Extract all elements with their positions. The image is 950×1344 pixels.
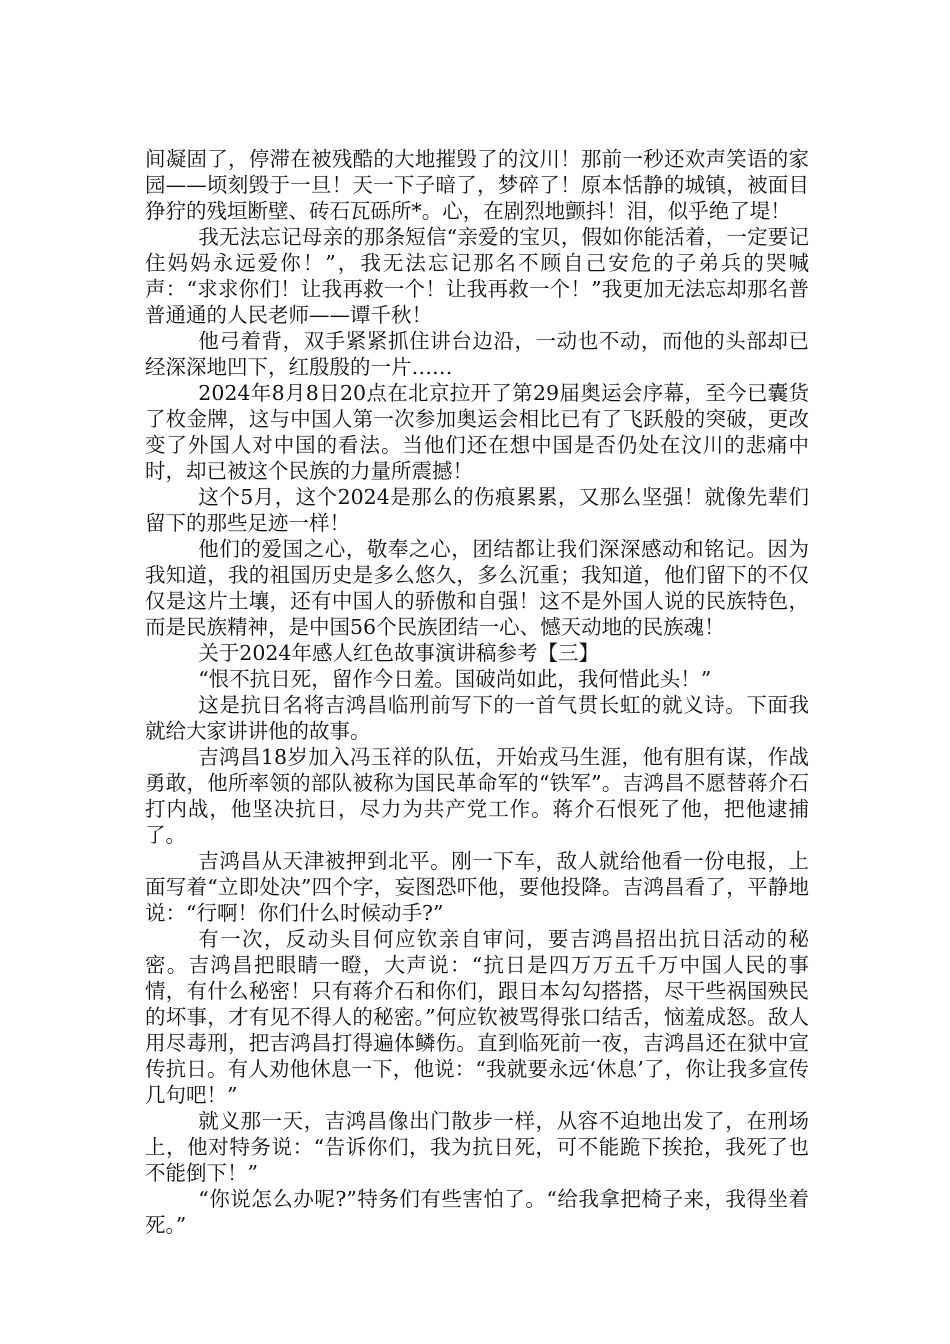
paragraph: 间凝固了，停滞在被残酷的大地摧毁了的汶川！那前一秒还欢声笑语的家园——顷刻毁于一旦！天一下子暗了，梦碎了！原本恬静的城镇，被面目狰狞的残垣断壁、砖石瓦砾所*。心，在剧烈地颤抖！泪，似乎绝了堤！ (145, 147, 809, 223)
paragraph: 我无法忘记母亲的那条短信“亲爱的宝贝，假如你能活着，一定要记住妈妈永远爱你！”，我无法忘记那名不顾自己安危的子弟兵的哭喊声：“求求你们！让我再救一个！让我再救一个！”我更加无法忘却那名普普通通的人民老师——谭千秋！ (145, 225, 809, 327)
paragraph: 2024年8月8日20点在北京拉开了第29届奥运会序幕，至今已囊货了枚金牌，这与中国人第一次参加奥运会相比已有了飞跃般的突破，更改变了外国人对中国的看法。当他们还在想中国是否仍处在汶川的悲痛中时，却已被这个民族的力量所震撼！ (145, 381, 809, 483)
poem-quote: “恨不抗日死，留作今日羞。国破尚如此，我何惜此头！” (198, 667, 712, 691)
paragraph: 这是抗日名将吉鸿昌临刑前写下的一首气贯长虹的就义诗。下面我就给大家讲讲他的故事。 (145, 693, 809, 743)
paragraph: “你说怎么办呢?”特务们有些害怕了。“给我拿把椅子来，我得坐着死。” (145, 1187, 809, 1237)
paragraph: 这个5月，这个2024是那么的伤痕累累，又那么坚强！就像先辈们留下的那些足迹一样！ (145, 485, 809, 535)
paragraph: 吉鸿昌从天津被押到北平。刚一下车，敌人就给他看一份电报，上面写着“立即处决”四个字，妄图恐吓他，要他投降。吉鸿昌看了，平静地说：“行啊！你们什么时候动手?” (145, 849, 809, 925)
document-page (145, 146, 809, 1238)
paragraph: 他们的爱国之心，敬奉之心，团结都让我们深深感动和铭记。因为我知道，我的祖国历史是多么悠久，多么沉重；我知道，他们留下的不仅仅是这片土壤，还有中国人的骄傲和自强！这不是外国人说的民族特色，而是民族精神，是中国56个民族团结一心、憾天动地的民族魂！ (145, 537, 809, 639)
paragraph: 吉鸿昌18岁加入冯玉祥的队伍，开始戎马生涯，他有胆有谋，作战勇敢，他所率领的部队被称为国民革命军的“铁军”。吉鸿昌不愿替蒋介石打内战，他坚决抗日，尽力为共产党工作。蒋介石恨死了他，把他逮捕了。 (145, 745, 809, 847)
section-heading: 关于2024年感人红色故事演讲稿参考【三】 (198, 641, 599, 665)
paragraph: 有一次，反动头目何应钦亲自审问，要吉鸿昌招出抗日活动的秘密。吉鸿昌把眼睛一瞪，大声说：“抗日是四万万五千万中国人民的事情，有什么秘密！只有蒋介石和你们，跟日本勾勾搭搭，尽干些祸国殃民的坏事，才有见不得人的秘密。”何应钦被骂得张口结舌，恼羞成怒。敌人用尽毒刑，把吉鸿昌打得遍体鳞伤。直到临死前一夜，吉鸿昌还在狱中宣传抗日。有人劝他休息一下，他说：“我就要永远‘休息’了，你让我多宣传几句吧！” (145, 927, 809, 1107)
paragraph: 就义那一天，吉鸿昌像出门散步一样，从容不迫地出发了，在刑场上，他对特务说：“告诉你们，我为抗日死，可不能跪下挨抢，我死了也不能倒下！” (145, 1109, 809, 1185)
paragraph: 他弓着背，双手紧紧抓住讲台边沿，一动也不动，而他的头部却已经深深地凹下，红殷殷的一片…… (145, 329, 809, 379)
